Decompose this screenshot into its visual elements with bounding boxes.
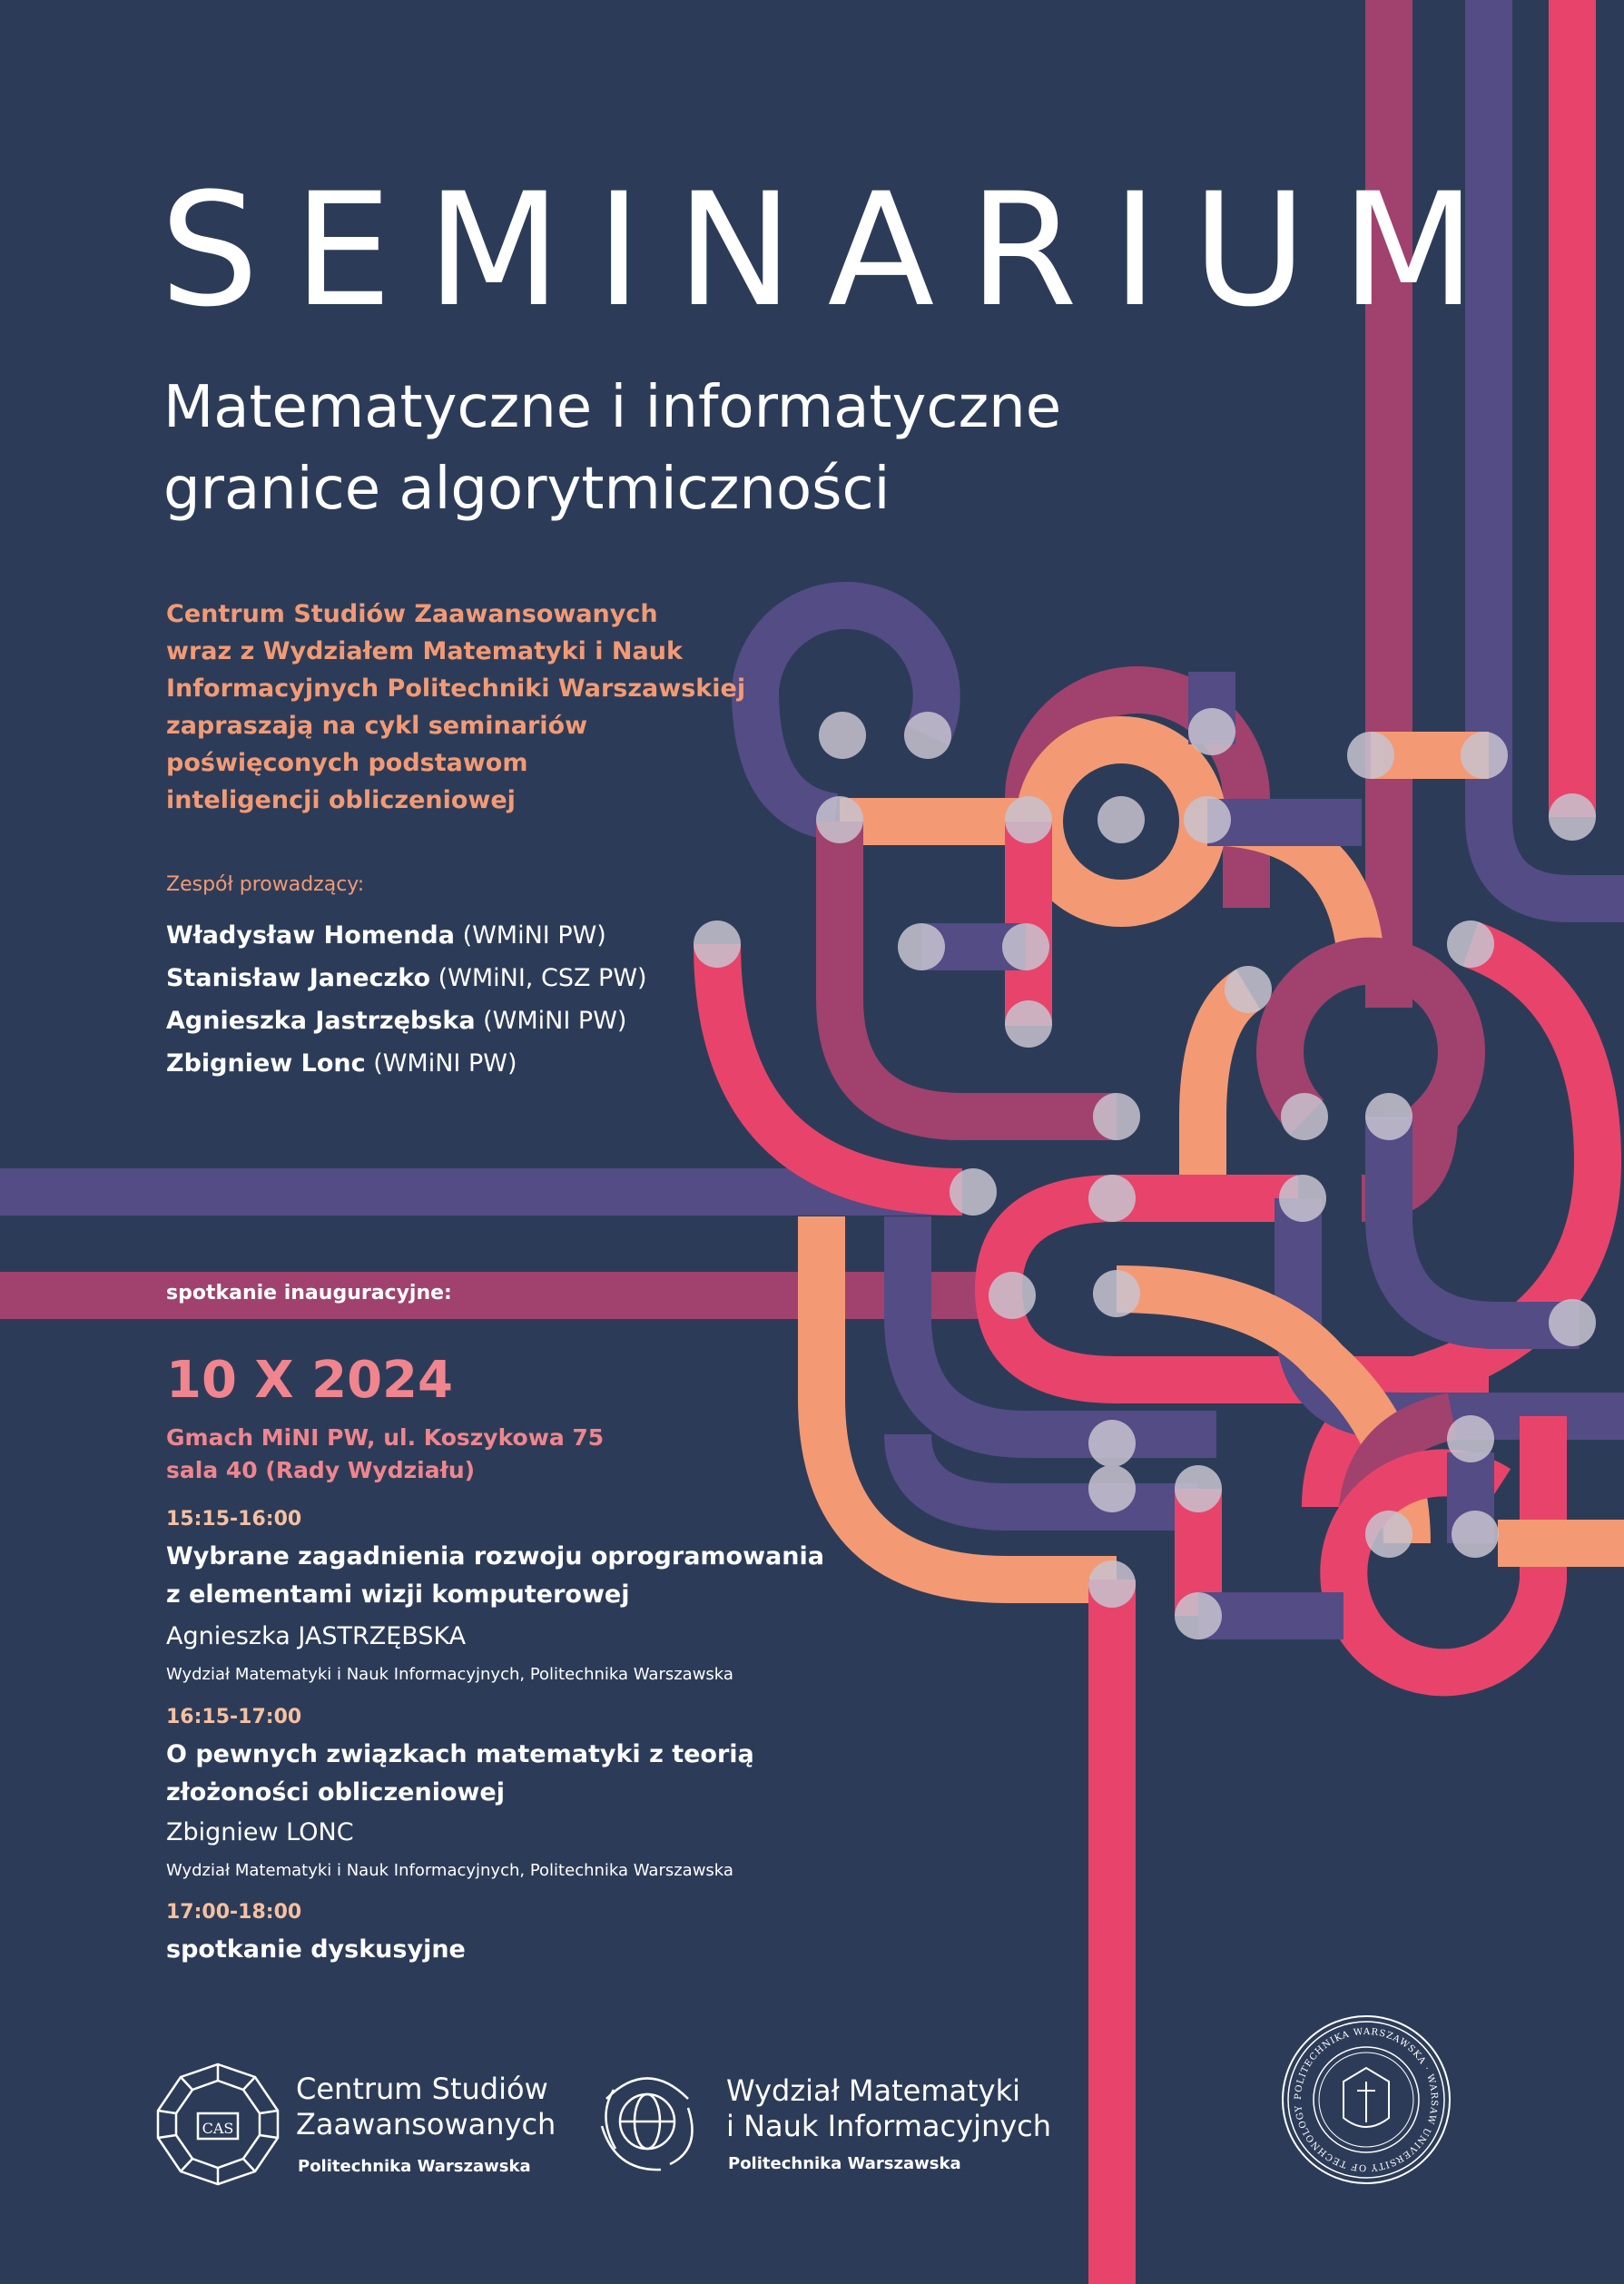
program-time: 16:15-17:00 (166, 1706, 302, 1728)
member-affiliation: (WMiNI PW) (462, 921, 606, 950)
team-list (166, 914, 647, 1085)
intro-line: Informacyjnych Politechniki Warszawskiej (166, 674, 746, 703)
program-time: 15:15-16:00 (166, 1508, 302, 1531)
connector-dot (1093, 1093, 1140, 1140)
csz-logo-name (296, 2072, 556, 2142)
intro-line: wraz z Wydziałem Matematyki i Nauk (166, 637, 683, 665)
program-speaker: Agnieszka JASTRZĘBSKA (166, 1622, 467, 1650)
member-name: Zbigniew Lonc (166, 1049, 366, 1078)
connector-dot (1088, 1175, 1136, 1222)
connector-dot (1097, 796, 1145, 843)
connector-dot (904, 712, 951, 759)
connector-dot (816, 796, 863, 843)
connector-dot (694, 920, 741, 968)
pipe-peach-middle (1203, 989, 1248, 1198)
event-date: 10 X 2024 (166, 1351, 453, 1410)
connector-dot (1093, 1270, 1140, 1317)
program-affiliation: Wydział Matematyki i Nauk Informacyjnych, Politechnika Warszawska (166, 1861, 733, 1880)
pw-seal-ring-text: POLITECHNIKA WARSZAWSKA · WARSAW UNIVERSITY OF TECHNOLOGY (1293, 2026, 1440, 2173)
connector-dot (1005, 1000, 1052, 1048)
program-time: 17:00-18:00 (166, 1901, 302, 1924)
program-affiliation: Wydział Matematyki i Nauk Informacyjnych, Politechnika Warszawska (166, 1665, 733, 1684)
page-subtitle (163, 367, 1061, 530)
member-name: Stanisław Janeczko (166, 964, 431, 992)
connector-dot (1461, 732, 1508, 779)
connector-dot (1002, 923, 1049, 970)
pipe-violet-loop-1 (755, 605, 937, 817)
program-title-line: spotkanie dyskusyjne (166, 1935, 466, 1964)
event-venue (166, 1422, 604, 1487)
connector-dot (989, 1272, 1036, 1319)
connector-dot (1452, 1511, 1499, 1558)
mini-logo-icon (588, 2062, 706, 2181)
mini-name-line: i Nauk Informacyjnych (726, 2109, 1052, 2143)
venue-line-1: Gmach MiNI PW, ul. Koszykowa 75 (166, 1424, 605, 1451)
member-name: Władysław Homenda (166, 921, 455, 950)
intro-line: zapraszają na cykl seminariów (166, 712, 588, 740)
member-affiliation: (WMiNI PW) (373, 1049, 517, 1078)
program-title (166, 1931, 466, 1969)
pw-seal-icon (1280, 2013, 1452, 2186)
connector-dot (1549, 1299, 1596, 1346)
mini-logo-sub: Politechnika Warszawska (728, 2154, 961, 2173)
connector-dot (1175, 1465, 1222, 1512)
connector-dot (1088, 1560, 1136, 1608)
csz-logo-sub: Politechnika Warszawska (298, 2157, 531, 2176)
mini-logo-name (726, 2073, 1051, 2144)
member-name: Agnieszka Jastrzębska (166, 1007, 476, 1035)
intro-text (166, 596, 745, 819)
connector-dot (1281, 1093, 1328, 1140)
program-title (166, 1538, 824, 1614)
intro-line: poświęconych podstawom (166, 749, 528, 777)
subtitle-line-1: Matematyczne i informatyczne (163, 374, 1062, 441)
connector-dot (1188, 708, 1235, 755)
connector-dot (1088, 1420, 1136, 1467)
member-affiliation: (WMiNI, CSZ PW) (438, 964, 647, 992)
connector-dot (1005, 796, 1052, 843)
connector-dot (1365, 1511, 1412, 1558)
inaugural-label: spotkanie inauguracyjne: (166, 1282, 452, 1304)
connector-dot (819, 712, 866, 759)
csz-logo-icon (154, 2061, 281, 2188)
connector-dot (1088, 1465, 1136, 1512)
intro-line: inteligencji obliczeniowej (166, 786, 516, 814)
website-link[interactable]: www.csz.pw.edu.pl (1088, 1632, 1120, 1972)
program-title-line: O pewnych związkach matematyki z teorią (166, 1740, 754, 1768)
connector-dot (1347, 732, 1394, 779)
connector-dot (1225, 966, 1272, 1013)
mini-name-line: Wydział Matematyki (726, 2073, 1021, 2108)
intro-line: Centrum Studiów Zaawansowanych (166, 600, 658, 628)
connector-dot (898, 923, 945, 970)
team-heading: Zespół prowadzący: (166, 873, 365, 896)
page-title: SEMINARIUM (160, 159, 1511, 341)
program-title-line: z elementami wizji komputerowej (166, 1580, 630, 1609)
connector-dot (950, 1168, 997, 1216)
team-member (166, 957, 647, 999)
connector-dot (1184, 796, 1231, 843)
connector-dot (1447, 1415, 1494, 1462)
program-title-line: złożoności obliczeniowej (166, 1778, 506, 1807)
team-member (166, 914, 647, 957)
csz-emblem-text: CAS (202, 2120, 234, 2137)
connector-dot (1175, 1592, 1222, 1639)
member-affiliation: (WMiNI PW) (483, 1007, 627, 1035)
team-member (166, 999, 647, 1042)
program-title-line: Wybrane zagadnienia rozwoju oprogramowania (166, 1542, 824, 1570)
connector-dot (1365, 1093, 1412, 1140)
connector-dot (1447, 920, 1494, 968)
program-title (166, 1736, 754, 1812)
team-member (166, 1042, 647, 1085)
connector-dot (1549, 793, 1596, 841)
csz-name-line: Zaawansowanych (296, 2107, 556, 2141)
connector-dot (1279, 1175, 1326, 1222)
venue-line-2: sala 40 (Rady Wydziału) (166, 1457, 476, 1483)
subtitle-line-2: granice algorytmiczności (163, 456, 891, 523)
csz-name-line: Centrum Studiów (296, 2072, 548, 2106)
program-speaker: Zbigniew LONC (166, 1818, 354, 1846)
